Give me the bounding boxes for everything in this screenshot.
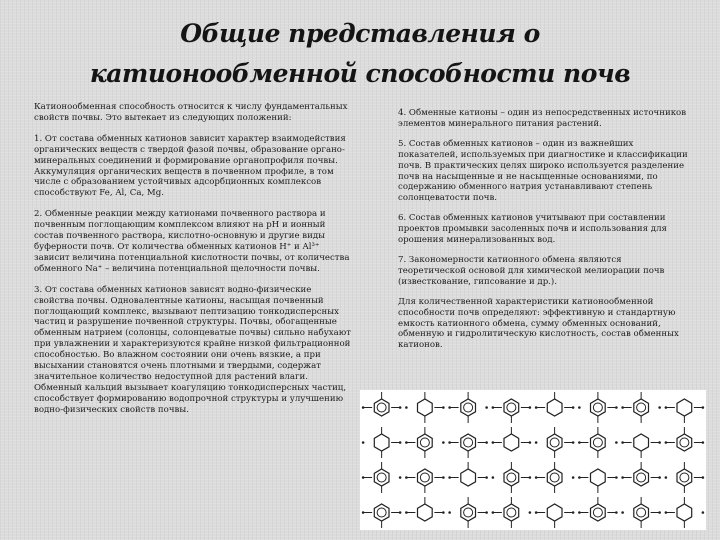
molecule-ring-icon [578,469,618,493]
left-text-column [34,102,354,426]
molecule-ring-icon [665,427,705,451]
structural-formulas-drawing [360,390,706,530]
right-paragraph: 7. Закономерности катионного обмена являются теоретической основой для химической мелиорации почв (известкование, гипсование и др.). [398,254,665,287]
molecule-ring-icon [621,392,661,423]
right-paragraph: 4. Обменные катионы – один из непосредственных источников элементов минерального питания растений. [398,108,687,129]
molecule-ring-icon [362,504,402,528]
molecule-ring-icon [621,434,661,458]
molecule-ring-icon [578,392,618,423]
molecule-ring-icon [665,399,705,423]
molecule-ring-icon [535,504,575,528]
left-paragraph: 3. От состава обменных катионов зависят водно-физические свойства почвы. Одновалентные катионы, насыщая почвенный поглощающий комплекс, вызывают пептизацию тонкодисперсных частиц и разрушение почвенной структуры. Почвы, обогащенные обменным натрием (солонцы, солонцеватые почвы) сильно набухают при увлажнении и характеризуются крайне низкой фильтрационной способностью. Во влажном состоянии они очень вязкие, а при высыхании становятся очень плотными и твердыми, содержат значительное количество недоступной для растений влаги. Обменный кальций вызывает коагуляцию тонкодисперсных частиц, способствует формированию водопрочной структуры и улучшению водно-физических свойств почвы. [34,284,351,415]
molecule-ring-icon [535,462,575,493]
molecule-ring-icon [492,462,532,493]
molecule-ring-icon [665,497,705,528]
molecule-ring-icon [535,427,575,458]
molecule-ring-icon [362,427,402,458]
molecule-ring-icon [362,392,402,416]
molecule-ring-icon [535,392,575,416]
left-paragraph: 2. Обменные реакции между катионами почвенного раствора и почвенным поглощающим комплексом влияют на pH и ионный состав почвенного раствора, кислотно-основную и другие виды буферности почв. От количества обменных катионов H⁺ и Al³⁺ зависит величина потенциальной кислотности почвы, от количества обменного Na⁺ – величина потенциальной щелочности почвы. [34,209,350,274]
right-paragraph: Для количественной характеристики катионообменной способности почв определяют: эффективную и стандартную емкость катионного обмена, сумму обменных оснований, обменную и гидролитическую кислотность, состав обменных катионов. [398,296,679,351]
molecule-ring-icon [448,392,488,423]
right-text-column [398,108,688,360]
left-paragraph: 1. От состава обменных катионов зависит характер взаимодействия органических веществ с твердой фазой почвы, образование органо-минеральных соединений и формирование органопрофиля почвы. Аккумуляция органических веществ в почвенном профиле, в том числе с образованием устойчивых адсорбционных комплексов способствуют Fe, Al, Ca, Mg. [34,133,346,199]
molecule-ring-icon [492,497,532,528]
molecule-ring-icon [448,497,488,528]
molecule-ring-icon [448,434,488,458]
molecule-ring-icon [405,392,445,423]
molecule-ring-icon [492,427,532,451]
molecule-ring-icon [362,462,402,493]
molecule-ring-icon [448,462,488,486]
molecule-ring-icon [578,427,618,458]
structural-formulas-image [360,390,706,530]
molecule-ring-icon [405,427,445,458]
molecule-ring-icon [578,497,618,521]
molecule-ring-icon [665,462,705,493]
right-paragraph: 5. Состав обменных катионов – один из важнейших показателей, используемых при диагностике и классификации почв. В практических целях широко используется разделение почв на насыщенные и не насыщенные основаниями, по содержанию обменного натрия устанавливают степень солонцеватости почв. [398,138,688,204]
molecule-ring-icon [621,462,661,486]
slide-title: Общие представления о катионообменной способности почв [89,19,631,88]
molecule-ring-icon [492,399,532,423]
molecule-ring-icon [621,497,661,528]
molecule-ring-icon [405,469,445,493]
molecule-ring-icon [405,497,445,521]
left-paragraph: Катионообменная способность относится к числу фундаментальных свойств почвы. Это вытекает из следующих положений: [34,102,348,123]
right-paragraph: 6. Состав обменных катионов учитывают при составлении проектов промывки засоленных почв и использования для орошения минерализованных вод. [398,213,667,246]
